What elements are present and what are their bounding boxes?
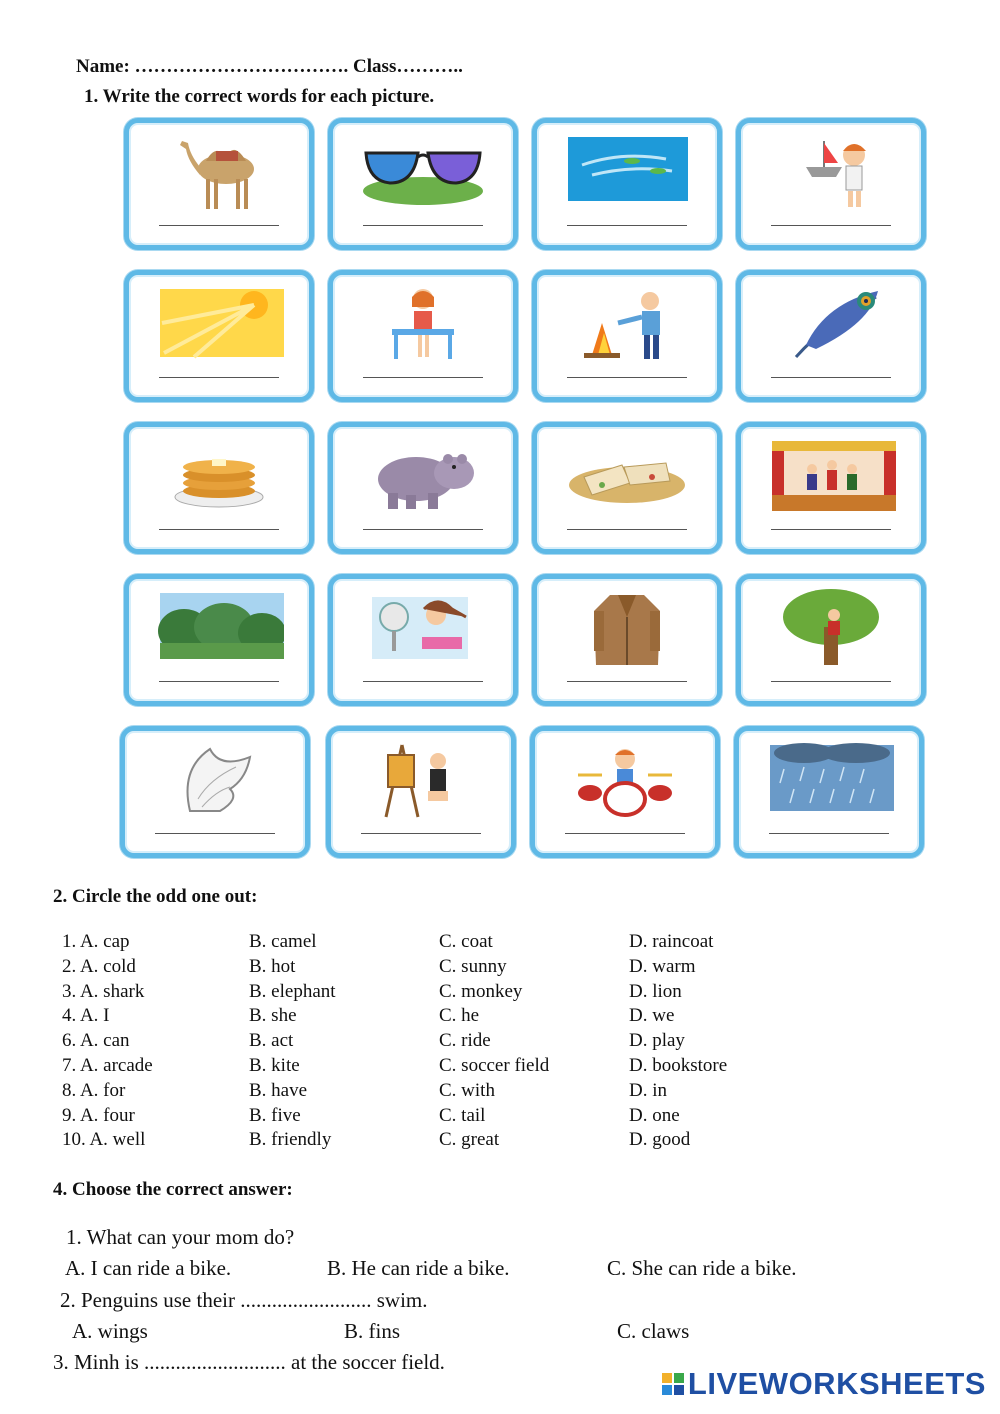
odd-one-out-option[interactable]: D. lion [629, 980, 682, 1002]
odd-one-out-option[interactable]: C. great [439, 1129, 500, 1151]
picture-card-19 [530, 726, 720, 858]
odd-one-out-option[interactable]: B. elephant [249, 980, 336, 1002]
odd-one-out-option[interactable]: C. ride [439, 1030, 491, 1052]
forest-icon [154, 587, 284, 669]
stage-show-icon [766, 435, 896, 517]
rain-icon [764, 739, 894, 821]
picture-card-10 [328, 422, 518, 554]
tree-climber-icon [766, 587, 896, 669]
question-1-option-c[interactable]: C. She can ride a bike. [607, 1256, 797, 1280]
odd-one-out-option[interactable]: 9. A. four [62, 1104, 135, 1126]
answer-blank[interactable] [769, 833, 889, 834]
girl-with-fan-icon [358, 587, 488, 669]
odd-one-out-option[interactable]: 2. A. cold [62, 955, 136, 977]
odd-one-out-option[interactable]: D. in [629, 1079, 667, 1101]
odd-one-out-option[interactable]: B. kite [249, 1055, 300, 1076]
odd-one-out-option[interactable]: D. play [629, 1030, 685, 1052]
hippo-icon [358, 435, 488, 517]
answer-blank[interactable] [361, 833, 481, 834]
odd-one-out-option[interactable]: D. good [629, 1129, 691, 1151]
answer-blank[interactable] [159, 681, 279, 682]
answer-blank[interactable] [159, 529, 279, 530]
coat-icon [562, 587, 692, 669]
answer-blank[interactable] [567, 377, 687, 378]
picture-grid [120, 116, 934, 864]
section-2-title: 2. Circle the odd one out: [53, 886, 258, 907]
answer-blank[interactable] [771, 377, 891, 378]
answer-blank[interactable] [159, 377, 279, 378]
odd-one-out-option[interactable]: B. camel [249, 931, 317, 952]
odd-one-out-option[interactable]: 4. A. I [62, 1005, 110, 1027]
wind-icon [562, 131, 692, 213]
name-class-line: Name: ……………………………. Class……….. [76, 56, 463, 77]
picture-card-2 [328, 118, 518, 250]
odd-one-out-option[interactable]: 8. A. for [62, 1079, 126, 1101]
liveworksheets-logo-text: LIVEWORKSHEETS [687, 1366, 986, 1401]
picture-card-12 [736, 422, 926, 554]
drummer-icon [560, 739, 690, 821]
section-1-title: 1. Write the correct words for each picture. [84, 86, 435, 107]
picture-card-5 [124, 270, 314, 402]
answer-blank[interactable] [363, 681, 483, 682]
feather-icon [766, 283, 896, 365]
picture-card-3 [532, 118, 722, 250]
picture-card-17 [120, 726, 310, 858]
odd-one-out-option[interactable]: D. raincoat [629, 931, 714, 952]
question-1-option-a[interactable]: A. I can ride a bike. [65, 1256, 232, 1280]
odd-one-out-option[interactable]: 6. A. can [62, 1030, 130, 1052]
answer-blank[interactable] [771, 225, 891, 226]
camel-icon [154, 131, 284, 213]
burritos-icon [562, 435, 692, 517]
odd-one-out-option[interactable]: B. five [249, 1104, 301, 1126]
sunglasses-icon [358, 131, 488, 213]
question-3: 3. Minh is ........................... at the soccer field. [53, 1350, 445, 1374]
picture-card-8 [736, 270, 926, 402]
section-4-title: 4. Choose the correct answer: [53, 1179, 293, 1200]
picture-card-18 [326, 726, 516, 858]
picture-card-9 [124, 422, 314, 554]
answer-blank[interactable] [155, 833, 275, 834]
answer-blank[interactable] [363, 529, 483, 530]
girl-with-boat-icon [766, 131, 896, 213]
answer-blank[interactable] [771, 529, 891, 530]
odd-one-out-option[interactable]: 3. A. shark [62, 980, 145, 1002]
odd-one-out-option[interactable]: D. one [629, 1104, 680, 1126]
odd-one-out-option[interactable]: C. soccer field [439, 1055, 550, 1076]
odd-one-out-option[interactable]: C. with [439, 1079, 495, 1101]
wing-icon [150, 739, 280, 821]
odd-one-out-option[interactable]: C. tail [439, 1104, 486, 1126]
boy-at-campfire-icon [562, 283, 692, 365]
pancakes-icon [154, 435, 284, 517]
girl-at-table-icon [358, 283, 488, 365]
odd-one-out-option[interactable]: C. monkey [439, 980, 523, 1002]
answer-blank[interactable] [567, 681, 687, 682]
painter-icon [356, 739, 486, 821]
odd-one-out-option[interactable]: D. warm [629, 955, 696, 977]
odd-one-out-option[interactable]: B. she [249, 1005, 297, 1027]
odd-one-out-option[interactable]: B. friendly [249, 1129, 332, 1151]
picture-card-4 [736, 118, 926, 250]
liveworksheets-logo-icon [662, 1373, 684, 1395]
picture-card-1 [124, 118, 314, 250]
picture-card-20 [734, 726, 924, 858]
odd-one-out-option[interactable]: D. we [629, 1005, 675, 1027]
question-2-option-a[interactable]: A. wings [72, 1319, 148, 1343]
sun-icon [154, 283, 284, 365]
odd-one-out-option[interactable]: 7. A. arcade [62, 1055, 153, 1076]
odd-one-out-option[interactable]: 1. A. cap [62, 931, 130, 952]
answer-blank[interactable] [363, 225, 483, 226]
question-1: 1. What can your mom do? [66, 1225, 295, 1249]
answer-blank[interactable] [771, 681, 891, 682]
odd-one-out-option[interactable]: C. he [439, 1005, 480, 1027]
answer-blank[interactable] [567, 529, 687, 530]
picture-card-11 [532, 422, 722, 554]
question-2: 2. Penguins use their ......................... swim. [60, 1288, 428, 1312]
picture-card-16 [736, 574, 926, 706]
liveworksheets-logo [662, 1366, 986, 1402]
picture-card-13 [124, 574, 314, 706]
question-2-option-c[interactable]: C. claws [617, 1319, 690, 1343]
picture-card-15 [532, 574, 722, 706]
question-2-option-b[interactable]: B. fins [344, 1319, 401, 1343]
odd-one-out-option[interactable]: C. coat [439, 931, 493, 952]
answer-blank[interactable] [567, 225, 687, 226]
answer-blank[interactable] [159, 225, 279, 226]
answer-blank[interactable] [363, 377, 483, 378]
odd-one-out-option[interactable]: B. act [249, 1030, 294, 1052]
answer-blank[interactable] [565, 833, 685, 834]
odd-one-out-option[interactable]: B. hot [249, 955, 296, 977]
picture-card-14 [328, 574, 518, 706]
odd-one-out-option[interactable]: C. sunny [439, 955, 507, 977]
odd-one-out-option[interactable]: 10. A. well [62, 1129, 146, 1151]
question-1-option-b[interactable]: B. He can ride a bike. [327, 1256, 510, 1280]
picture-card-6 [328, 270, 518, 402]
odd-one-out-option[interactable]: D. bookstore [629, 1055, 728, 1076]
picture-card-7 [532, 270, 722, 402]
odd-one-out-option[interactable]: B. have [249, 1079, 308, 1101]
